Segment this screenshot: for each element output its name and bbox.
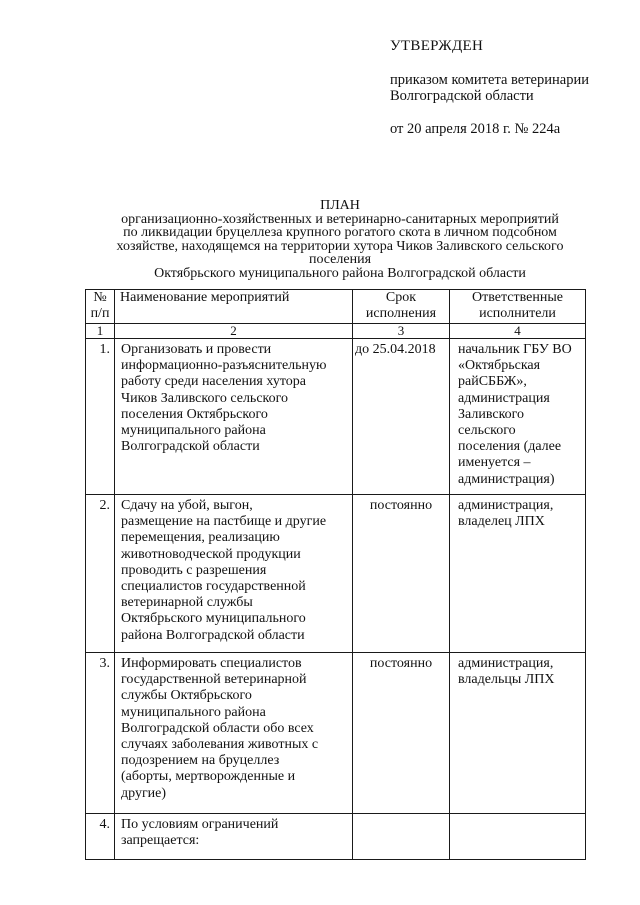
row-name-line: муниципального района [121, 704, 266, 720]
header-num-line-1: № [93, 290, 107, 305]
row-name-line: (аборты, мертворожденные и [121, 769, 296, 785]
row-name-line: района Волгоградской области [121, 627, 305, 643]
row-number: 4. [86, 814, 115, 860]
row-name [115, 495, 353, 653]
row-name-line: перемещения, реализацию [121, 530, 280, 546]
row-name-line: Организовать и провести [121, 342, 272, 357]
row-name-line: Сдачу на убой, выгон, [121, 498, 253, 513]
row-responsible [450, 339, 586, 495]
header-resp-line-2: исполнители [479, 306, 556, 322]
row-responsible [450, 495, 586, 653]
plan-subtitle-line-2: по ликвидации бруцеллеза крупного рогатого скота в личном подсобном [123, 225, 557, 240]
column-number: 2 [115, 324, 353, 339]
row-resp-line: администрация, [458, 498, 554, 513]
plan-subtitle-line-1: организационно-хозяйственных и ветеринарно-санитарных мероприятий [121, 211, 559, 227]
row-name-line: размещение на пастбище и другие [121, 514, 327, 530]
table-row [86, 495, 586, 653]
header-name-text: Наименование мероприятий [120, 290, 290, 305]
row-resp-line: райСББЖ», [458, 374, 527, 390]
row-resp-line: владелец ЛПХ [458, 514, 545, 530]
row-resp-line: Заливского [458, 406, 525, 422]
approved-stamp-text: УТВЕРЖДЕН [390, 38, 484, 54]
order-line-1: приказом комитета ветеринарии [390, 72, 589, 88]
plan-subtitle-line-3: хозяйстве, находящемся на территории хутора Чиков Заливского сельского [116, 238, 564, 254]
row-name-line: муниципального района [121, 423, 266, 439]
row-number: 1. [86, 339, 115, 495]
row-name-line: ветеринарной службы [121, 595, 253, 611]
row-name-line: По условиям ограничений [121, 817, 279, 832]
row-number: 2. [86, 495, 115, 653]
row-resp-line: администрация, [458, 656, 554, 671]
column-number-row [86, 324, 586, 339]
column-number: 4 [450, 324, 586, 339]
header-term-line-1: Срок [385, 290, 417, 305]
row-resp-line: администрация) [458, 471, 555, 487]
row-name [115, 814, 353, 860]
row-name-line: работу среди населения хутора [121, 374, 306, 390]
row-responsible [450, 814, 586, 860]
row-resp-line: именуется – [458, 455, 531, 471]
column-number: 1 [86, 324, 115, 339]
header-num [86, 290, 115, 324]
row-term: постоянно [353, 653, 450, 814]
row-name-line: государственной ветеринарной [121, 672, 307, 688]
row-resp-line: владельцы ЛПХ [458, 672, 555, 688]
plan-subtitle-line-5: Октябрьского муниципального района Волгоградской области [154, 265, 526, 281]
row-name-line: запрещается: [121, 833, 200, 849]
order-date: от 20 апреля 2018 г. № 224а [390, 121, 561, 137]
row-resp-line: поселения (далее [458, 439, 562, 455]
plan-subtitle-line-4: поселения [308, 252, 372, 267]
row-name-line: другие) [121, 785, 167, 801]
row-resp-line: «Октябрьская [458, 358, 541, 374]
table-row [86, 653, 586, 814]
row-name-line: животноводческой продукции [121, 546, 301, 562]
row-number: 3. [86, 653, 115, 814]
plan-heading [60, 199, 620, 280]
row-name-line: подозрением на бруцеллез [121, 753, 280, 769]
header-term-line-2: исполнения [365, 306, 437, 322]
plan-title: ПЛАН [320, 198, 360, 213]
row-resp-line: начальник ГБУ ВО [458, 342, 572, 357]
row-name-line: Чиков Заливского сельского [121, 390, 289, 406]
row-name-line: Волгоградской области [121, 439, 260, 455]
header-num-line-2: п/п [90, 306, 110, 321]
order-line-2: Волгоградской области [390, 88, 534, 104]
row-resp-line: сельского [458, 423, 516, 439]
row-name-line: поселения Октябрьского [121, 406, 268, 422]
table-header-row [86, 290, 586, 324]
row-name-line: специалистов государственной [121, 579, 306, 595]
row-name-line: случаях заболевания животных с [121, 737, 319, 753]
header-resp [450, 290, 586, 324]
table-row [86, 814, 586, 860]
row-term: до 25.04.2018 [353, 339, 450, 495]
row-name-line: проводить с разрешения [121, 562, 267, 578]
header-name [115, 290, 353, 324]
row-name [115, 653, 353, 814]
plan-table [85, 289, 586, 860]
approval-block [390, 38, 635, 137]
column-number: 3 [353, 324, 450, 339]
row-responsible [450, 653, 586, 814]
row-name-line: Октябрьского муниципального [121, 611, 306, 627]
header-resp-line-1: Ответственные [472, 290, 563, 305]
row-name-line: Информировать специалистов [121, 656, 302, 671]
header-term [353, 290, 450, 324]
table-row [86, 339, 586, 495]
row-term [353, 814, 450, 860]
row-term: постоянно [353, 495, 450, 653]
row-resp-line: администрация [458, 390, 550, 406]
row-name-line: Волгоградской области обо всех [121, 720, 314, 736]
row-name-line: информационно-разъяснительную [121, 358, 327, 374]
row-name [115, 339, 353, 495]
row-name-line: службы Октябрьского [121, 688, 252, 704]
